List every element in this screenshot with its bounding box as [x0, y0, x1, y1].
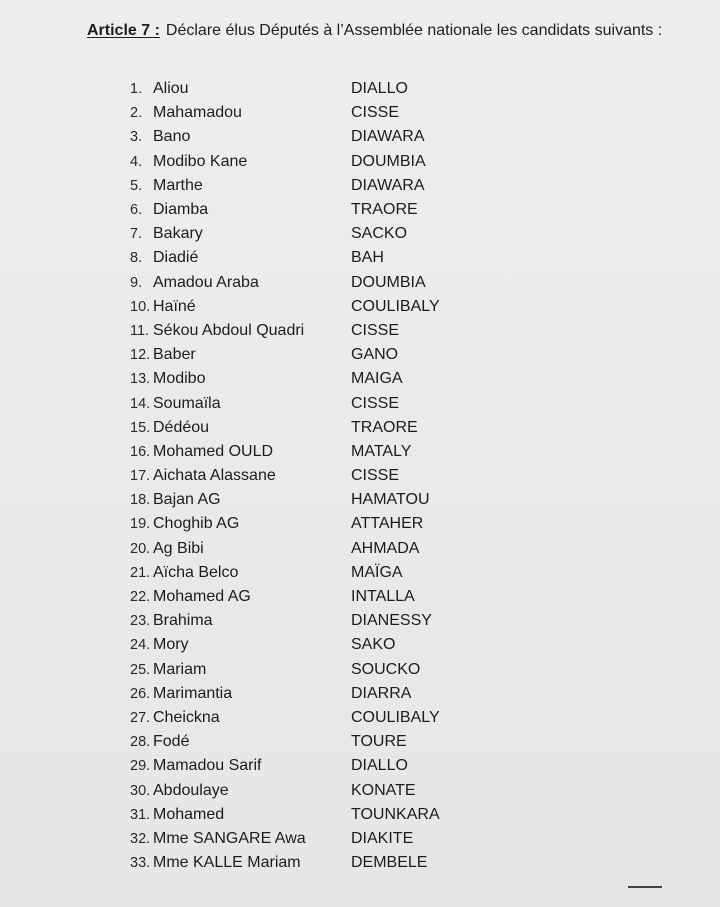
candidate-first-name: Mohamed AG — [153, 588, 251, 606]
candidate-first-name: Ag Bibi — [153, 539, 204, 557]
candidate-last-name: DIALLO — [351, 80, 408, 98]
list-item — [130, 706, 530, 730]
article-paragraph — [87, 20, 677, 42]
list-item — [130, 319, 530, 343]
candidate-number: 22. — [130, 589, 151, 606]
candidate-first-name: Modibo — [153, 370, 206, 388]
candidate-last-name: MAÏGA — [351, 563, 403, 581]
candidate-first-name: Mme KALLE Mariam — [153, 854, 301, 872]
list-item — [130, 440, 530, 464]
candidate-last-name: HAMATOU — [351, 491, 430, 509]
candidate-number: 31. — [130, 806, 151, 823]
candidate-first-name: Abdoulaye — [153, 781, 229, 799]
candidate-number: 6. — [130, 202, 143, 219]
candidate-last-name: DIAWARA — [351, 176, 425, 194]
candidate-last-name: KONATE — [351, 781, 416, 799]
candidate-last-name: CISSE — [351, 321, 400, 339]
article-label: Article 7 : — [87, 22, 160, 39]
list-item — [130, 367, 530, 391]
candidate-first-name: Bano — [153, 128, 191, 146]
candidate-first-name: Bajan AG — [153, 491, 221, 509]
candidate-first-name: Mohamed — [153, 805, 225, 823]
candidate-first-name: Baber — [153, 346, 196, 364]
candidate-first-name: Marimantia — [153, 684, 233, 702]
candidate-number: 16. — [130, 443, 151, 460]
candidate-last-name: COULIBALY — [351, 708, 440, 726]
candidate-number: 27. — [130, 709, 151, 726]
candidate-number: 25. — [130, 661, 151, 678]
list-item — [130, 512, 530, 536]
list-item — [130, 633, 530, 657]
list-item — [130, 464, 530, 488]
candidate-first-name: Soumaïla — [153, 394, 221, 412]
list-item — [130, 150, 530, 174]
list-item — [130, 174, 530, 198]
candidate-first-name: Modibo Kane — [153, 152, 248, 170]
candidate-first-name: Bakary — [153, 225, 203, 243]
candidate-number: 26. — [130, 685, 151, 702]
list-item — [130, 295, 530, 319]
candidate-first-name: Choghib AG — [153, 515, 240, 533]
candidate-number: 12. — [130, 347, 151, 364]
candidate-last-name: DIANESSY — [351, 612, 432, 630]
candidate-number: 8. — [130, 250, 143, 267]
candidate-first-name: Aichata Alassane — [153, 467, 276, 485]
list-item — [130, 778, 530, 802]
list-item — [130, 609, 530, 633]
candidate-last-name: AHMADA — [351, 539, 420, 557]
list-item — [130, 101, 530, 125]
candidate-first-name: Sékou Abdoul Quadri — [153, 321, 305, 339]
candidate-last-name: DIAKITE — [351, 829, 414, 847]
candidate-first-name: Dédéou — [153, 418, 210, 436]
candidate-number: 2. — [130, 105, 143, 122]
candidate-number: 13. — [130, 371, 151, 388]
candidate-number: 1. — [130, 81, 143, 98]
candidate-last-name: TRAORE — [351, 418, 418, 436]
list-item — [130, 827, 530, 851]
list-item — [130, 343, 530, 367]
candidate-number: 14. — [130, 395, 151, 412]
candidate-number: 18. — [130, 492, 151, 509]
candidate-last-name: CISSE — [351, 104, 400, 122]
candidate-first-name: Aliou — [153, 80, 189, 98]
candidate-first-name: Marthe — [153, 176, 203, 194]
candidate-number: 3. — [130, 129, 143, 146]
candidate-number: 15. — [130, 419, 151, 436]
candidate-first-name: Mamadou Sarif — [153, 757, 262, 775]
candidate-first-name: Brahima — [153, 612, 213, 630]
candidate-first-name: Mariam — [153, 660, 207, 678]
candidate-last-name: DOUMBIA — [351, 273, 426, 291]
list-item — [130, 125, 530, 149]
list-item — [130, 222, 530, 246]
candidate-first-name: Aïcha Belco — [153, 563, 239, 581]
list-item — [130, 198, 530, 222]
candidate-last-name: MATALY — [351, 442, 412, 460]
candidate-last-name: CISSE — [351, 394, 400, 412]
list-item — [130, 561, 530, 585]
candidate-last-name: SACKO — [351, 225, 408, 243]
candidate-last-name: SOUCKO — [351, 660, 421, 678]
candidate-last-name: DIALLO — [351, 757, 408, 775]
list-item — [130, 488, 530, 512]
candidate-last-name: DEMBELE — [351, 854, 428, 872]
candidate-first-name: Mory — [153, 636, 189, 654]
candidate-number: 20. — [130, 540, 151, 557]
candidate-list — [130, 77, 530, 875]
candidate-number: 29. — [130, 758, 151, 775]
candidate-last-name: TOURE — [351, 733, 407, 751]
article-text: Déclare élus Députés à l’Assemblée nationale les candidats suivants : — [165, 22, 663, 39]
candidate-last-name: CISSE — [351, 467, 400, 485]
list-item — [130, 271, 530, 295]
list-item — [130, 246, 530, 270]
candidate-last-name: BAH — [351, 249, 384, 267]
candidate-last-name: DIARRA — [351, 684, 412, 702]
candidate-last-name: TOUNKARA — [351, 805, 440, 823]
candidate-first-name: Mohamed OULD — [153, 442, 274, 460]
candidate-last-name: DIAWARA — [351, 128, 425, 146]
list-item — [130, 416, 530, 440]
candidate-number: 19. — [130, 516, 151, 533]
candidate-number: 23. — [130, 613, 151, 630]
candidate-number: 17. — [130, 468, 151, 485]
candidate-number: 10. — [130, 298, 151, 315]
list-item — [130, 682, 530, 706]
candidate-number: 21. — [130, 564, 151, 581]
candidate-last-name: ATTAHER — [351, 515, 424, 533]
candidate-first-name: Fodé — [153, 733, 190, 751]
list-item — [130, 391, 530, 415]
candidate-number: 5. — [130, 177, 143, 194]
list-item — [130, 730, 530, 754]
page-end-dash — [628, 886, 662, 888]
candidate-last-name: TRAORE — [351, 201, 418, 219]
candidate-first-name: Cheickna — [153, 708, 220, 726]
candidate-number: 9. — [130, 274, 143, 291]
candidate-first-name: Mahamadou — [153, 104, 242, 122]
candidate-number: 4. — [130, 153, 143, 170]
list-item — [130, 754, 530, 778]
candidate-number: 30. — [130, 782, 151, 799]
candidate-first-name: Haïné — [153, 297, 196, 315]
candidate-number: 32. — [130, 830, 151, 847]
candidate-last-name: SAKO — [351, 636, 396, 654]
candidate-first-name: Amadou Araba — [153, 273, 259, 291]
candidate-last-name: COULIBALY — [351, 297, 440, 315]
list-item — [130, 585, 530, 609]
candidate-last-name: DOUMBIA — [351, 152, 426, 170]
list-item — [130, 803, 530, 827]
candidate-number: 7. — [130, 226, 143, 243]
candidate-number: 11. — [130, 322, 150, 339]
list-item — [130, 851, 530, 875]
list-item — [130, 77, 530, 101]
candidate-first-name: Diamba — [153, 201, 209, 219]
candidate-last-name: INTALLA — [351, 588, 415, 606]
candidate-number: 24. — [130, 637, 151, 654]
list-item — [130, 658, 530, 682]
candidate-number: 33. — [130, 855, 151, 872]
candidate-first-name: Diadié — [153, 249, 199, 267]
list-item — [130, 537, 530, 561]
candidate-last-name: MAIGA — [351, 370, 403, 388]
candidate-last-name: GANO — [351, 346, 399, 364]
candidate-number: 28. — [130, 734, 151, 751]
candidate-first-name: Mme SANGARE Awa — [153, 829, 306, 847]
